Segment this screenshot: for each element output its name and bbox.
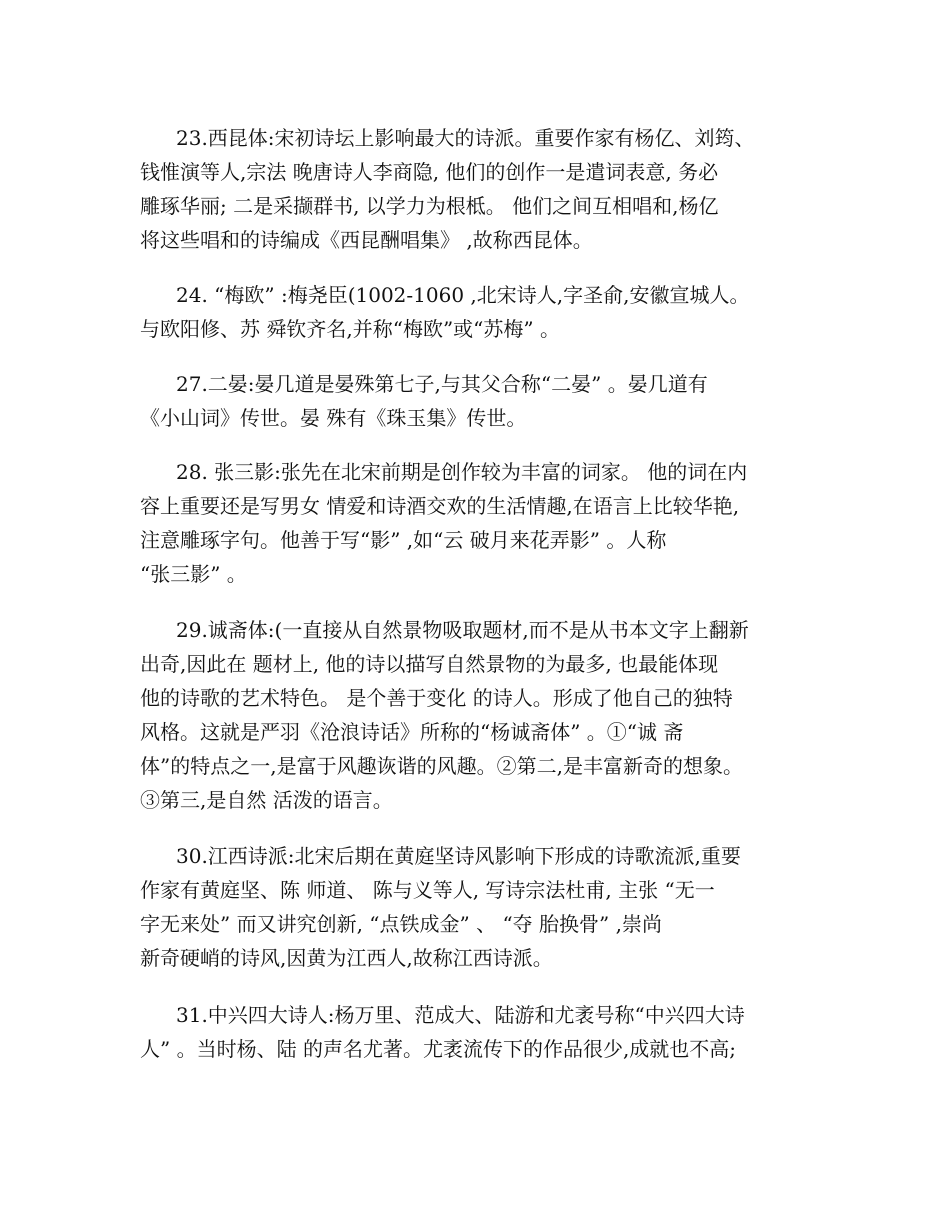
text-line: ③第三,是自然 活泼的语言。 <box>140 788 393 812</box>
text-line: 字无来处” 而又讲究创新, “点铁成金” 、 “夺 胎换骨” ,崇尚 <box>140 912 662 936</box>
paragraph-24-mei-ou <box>140 278 840 346</box>
text-line: 将这些唱和的诗编成《西昆酬唱集》 ,故称西昆体。 <box>140 228 593 252</box>
text-line: 30.江西诗派:北宋后期在黄庭坚诗风影响下形成的诗歌流派,重要 <box>176 844 741 868</box>
text-line: 人” 。当时杨、陆 的声名尤著。尤袤流传下的作品很少,成就也不高; <box>140 1037 737 1061</box>
text-line: 钱惟演等人,宗法 晚唐诗人李商隐, 他们的创作一是遣词表意, 务必 <box>140 160 719 184</box>
text-line: 28. 张三影:张先在北宋前期是创作较为丰富的词家。 他的词在内 <box>176 460 748 484</box>
text-line: 作家有黄庭坚、陈 师道、 陈与义等人, 写诗宗法杜甫, 主张 “无一 <box>140 878 715 902</box>
text-line: 31.中兴四大诗人:杨万里、范成大、陆游和尤袤号称“中兴四大诗 <box>176 1003 745 1027</box>
text-line: 风格。这就是严羽《沧浪诗话》所称的“杨诚斋体” 。①“诚 斋 <box>140 720 684 744</box>
text-line: 24. “梅欧” :梅尧臣(1002-1060 ,北宋诗人,字圣俞,安徽宣城人。 <box>176 283 750 307</box>
text-line: 《小山词》传世。晏 殊有《珠玉集》传世。 <box>140 406 527 430</box>
text-line: 他的诗歌的艺术特色。 是个善于变化 的诗人。形成了他自己的独特 <box>140 686 733 710</box>
text-line: 体”的特点之一,是富于风趣诙谐的风趣。②第二,是丰富新奇的想象。 <box>140 754 743 778</box>
text-line: 雕琢华丽; 二是采撷群书, 以学力为根柢。 他们之间互相唱和,杨亿 <box>140 194 719 218</box>
text-line: 23.西昆体:宋初诗坛上影响最大的诗派。重要作家有杨亿、刘筠、 <box>176 126 755 150</box>
paragraph-28-zhang-san-ying <box>140 455 840 591</box>
paragraph-29-chengzhai-style <box>140 613 840 817</box>
text-line: “张三影” 。 <box>140 562 247 586</box>
text-line: 出奇,因此在 题材上, 他的诗以描写自然景物的为最多, 也最能体现 <box>140 652 719 676</box>
text-line: 29.诚斋体:(一直接从自然景物吸取题材,而不是从书本文字上翻新 <box>176 618 749 642</box>
paragraph-31-four-great-poets <box>140 998 840 1066</box>
text-line: 容上重要还是写男女 情爱和诗酒交欢的生活情趣,在语言上比较华艳, <box>140 494 740 518</box>
text-line: 27.二晏:晏几道是晏殊第七子,与其父合称“二晏” 。晏几道有 <box>176 372 708 396</box>
text-line: 新奇硬峭的诗风,因黄为江西人,故称江西诗派。 <box>140 946 553 970</box>
text-line: 注意雕琢字句。他善于写“影” ,如“云 破月来花弄影” 。人称 <box>140 528 667 552</box>
paragraph-27-er-yan <box>140 367 840 435</box>
paragraph-23-xikun-style <box>140 121 840 257</box>
text-line: 与欧阳修、苏 舜钦齐名,并称“梅欧”或“苏梅” 。 <box>140 317 560 341</box>
paragraph-30-jiangxi-school <box>140 839 840 975</box>
